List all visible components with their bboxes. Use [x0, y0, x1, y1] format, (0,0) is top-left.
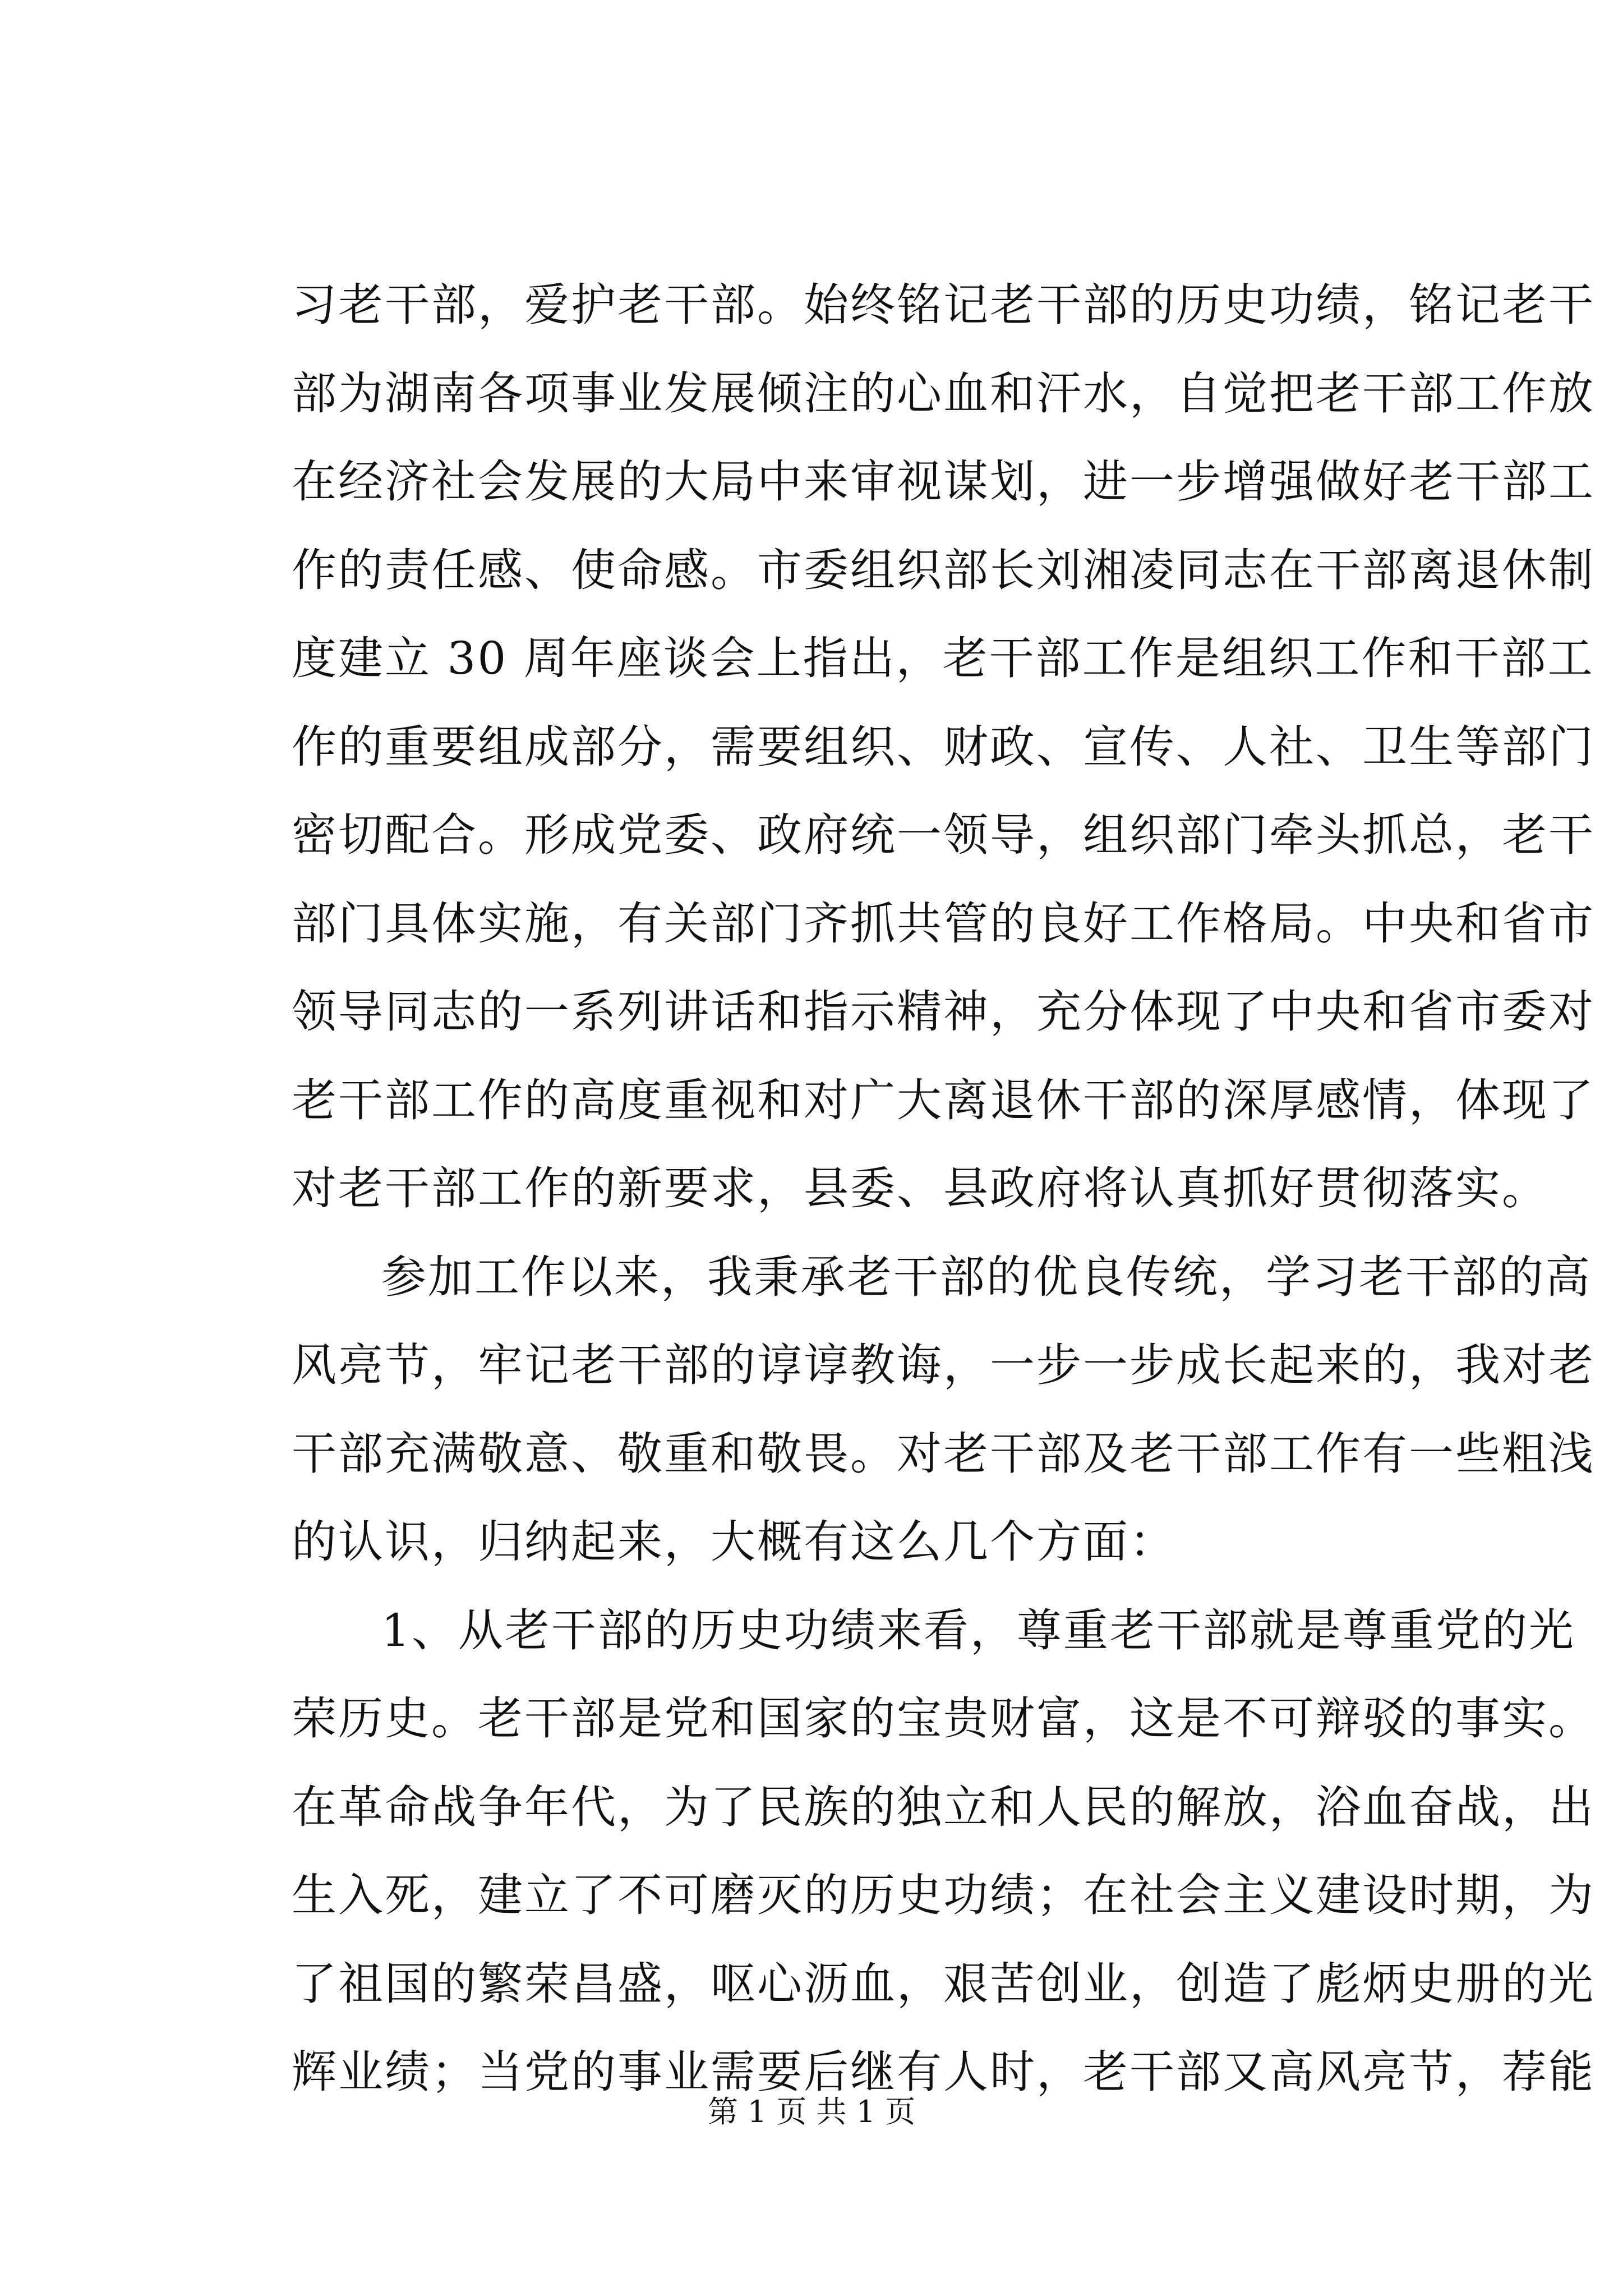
- body-line: 荣历史。老干部是党和国家的宝贵财富，这是不可辩驳的事实。: [292, 1692, 1595, 1745]
- body-line: 辉业绩；当党的事业需要后继有人时，老干部又高风亮节，荐能: [292, 2046, 1595, 2098]
- body-line: 干部充满敬意、敬重和敬畏。对老干部及老干部工作有一些粗浅: [292, 1427, 1595, 1480]
- body-line: 部为湖南各项事业发展倾注的心血和汗水，自觉把老干部工作放: [292, 367, 1595, 420]
- body-line: 在革命战争年代，为了民族的独立和人民的解放，浴血奋战，出: [292, 1780, 1595, 1833]
- body-line: 密切配合。形成党委、政府统一领导，组织部门牵头抓总，老干: [292, 809, 1595, 861]
- body-line: 作的责任感、使命感。市委组织部长刘湘凌同志在干部离退休制: [292, 544, 1595, 596]
- body-line: 的认识，归纳起来，大概有这么几个方面：: [292, 1516, 1176, 1568]
- body-line: 风亮节，牢记老干部的谆谆教诲，一步一步成长起来的，我对老: [292, 1339, 1595, 1391]
- body-line: 习老干部，爱护老干部。始终铭记老干部的历史功绩，铭记老干: [292, 279, 1595, 331]
- document-body: [292, 261, 1595, 2116]
- body-line: 部门具体实施，有关部门齐抓共管的良好工作格局。中央和省市: [292, 897, 1595, 950]
- paragraph-first-line: 参加工作以来，我秉承老干部的优良传统，学习老干部的高: [381, 1250, 1592, 1303]
- paragraph-first-line: 1、从老干部的历史功绩来看，尊重老干部就是尊重党的光: [381, 1604, 1575, 1657]
- page-footer: [0, 2090, 1623, 2134]
- body-line: 老干部工作的高度重视和对广大离退休干部的深厚感情，体现了: [292, 1074, 1595, 1126]
- body-line: 度建立 30 周年座谈会上指出，老干部工作是组织工作和干部工: [292, 632, 1594, 684]
- page-number-label: 第 1 页 共 1 页: [707, 2094, 916, 2129]
- body-line: 领导同志的一系列讲话和指示精神，充分体现了中央和省市委对: [292, 986, 1595, 1038]
- body-line: 对老干部工作的新要求，县委、县政府将认真抓好贯彻落实。: [292, 1162, 1548, 1214]
- body-line: 生入死，建立了不可磨灭的历史功绩；在社会主义建设时期，为: [292, 1869, 1595, 1921]
- body-line: 在经济社会发展的大局中来审视谋划，进一步增强做好老干部工: [292, 455, 1595, 508]
- body-line: 作的重要组成部分，需要组织、财政、宣传、人社、卫生等部门: [292, 720, 1595, 773]
- body-line: 了祖国的繁荣昌盛，呕心沥血，艰苦创业，创造了彪炳史册的光: [292, 1957, 1595, 2010]
